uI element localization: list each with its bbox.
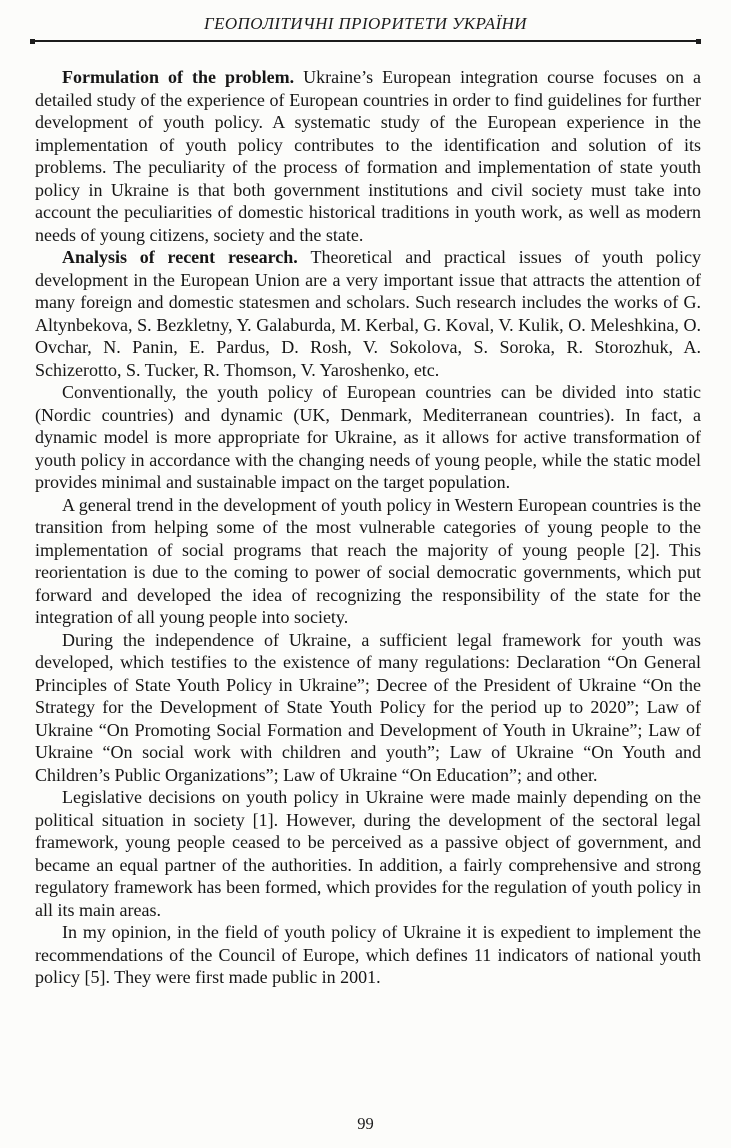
paragraph xyxy=(35,494,701,629)
paragraph-text: A general trend in the development of youth policy in Western European countries is the transition from helping some of the most vulnerable categories of young people to the implementation of social programs that reach the majority of young people [2]. This reorientation is due to the coming to power of social democratic governments, which put forward and developed the idea of recognizing the responsibility of the state for the integration of all young people into society. xyxy=(35,494,701,627)
page-body xyxy=(35,66,701,989)
paragraph-text: During the independence of Ukraine, a sufficient legal framework for youth was developed, which testifies to the existence of many regulations: Declaration “On General Principles of State Youth Policy in Ukraine”; Decree of the President of Ukraine “On the Strategy for the Development of State Youth Policy for the period up to 2020”; Law of Ukraine “On Promoting Social Formation and Development of Youth in Ukraine”; Law of Ukraine “On social work with children and youth”; Law of Ukraine “On Youth and Children’s Public Organizations”; Law of Ukraine “On Education”; and other. xyxy=(35,629,701,785)
paragraph xyxy=(35,786,701,921)
paragraph-text: Conventionally, the youth policy of European countries can be divided into static (Nordic countries) and dynamic (UK, Denmark, Mediterranean countries). In fact, a dynamic model is more appropriate for Ukraine, as it allows for active transformation of youth policy in accordance with the changing needs of young people, while the static model provides minimal and sustainable impact on the target population. xyxy=(35,382,701,492)
page-number: 99 xyxy=(357,1114,374,1133)
paragraph xyxy=(35,629,701,787)
page-footer xyxy=(0,1114,731,1134)
paragraph xyxy=(35,66,701,246)
paragraph-text: Ukraine’s European integration course focuses on a detailed study of the experience of European countries in order to find guidelines for further development of youth policy. A systematic study of the European experience in the implementation of youth policy contributes to the identification and solution of its problems. The peculiarity of the process of formation and implementation of state youth policy in Ukraine is that both government institutions and civil society must take into account the peculiarities of domestic historical traditions in youth work, as well as modern needs of young citizens, society and the state. xyxy=(35,67,702,245)
running-header xyxy=(0,0,731,45)
paragraph xyxy=(35,246,701,381)
paragraph-text: Legislative decisions on youth policy in Ukraine were made mainly depending on the political situation in society [1]. However, during the development of the sectoral legal framework, young people ceased to be perceived as a passive object of government, and became an equal partner of the authorities. In addition, a fairly comprehensive and strong regulatory framework has been formed, which provides for the regulation of youth policy in all its main areas. xyxy=(35,787,701,920)
paragraph-lead: Analysis of recent research. xyxy=(62,247,311,267)
header-rule xyxy=(30,38,701,45)
paragraph-lead: Formulation of the problem. xyxy=(62,67,304,87)
paragraph-text: In my opinion, in the field of youth policy of Ukraine it is expedient to implement the recommendations of the Council of Europe, which defines 11 indicators of national youth policy [5]. They were first made public in 2001. xyxy=(35,922,701,987)
paragraph xyxy=(35,381,701,494)
paragraph-text: Theoretical and practical issues of youth policy development in the European Union are a very important issue that attracts the attention of many foreign and domestic statesmen and scholars. Such research includes the works of G. Altynbekova, S. Bezkletny, Y. Galaburda, M. Kerbal, G. Koval, V. Kulik, O. Meleshkina, O. Ovchar, N. Panin, E. Pardus, D. Rosh, V. Sokolova, S. Soroka, R. Storozhuk, A. Schizerotto, S. Tucker, R. Thomson, V. Yaroshenko, etc. xyxy=(35,247,701,380)
running-header-title: ГЕОПОЛІТИЧНІ ПРІОРИТЕТИ УКРАЇНИ xyxy=(204,14,527,33)
paragraph xyxy=(35,921,701,989)
